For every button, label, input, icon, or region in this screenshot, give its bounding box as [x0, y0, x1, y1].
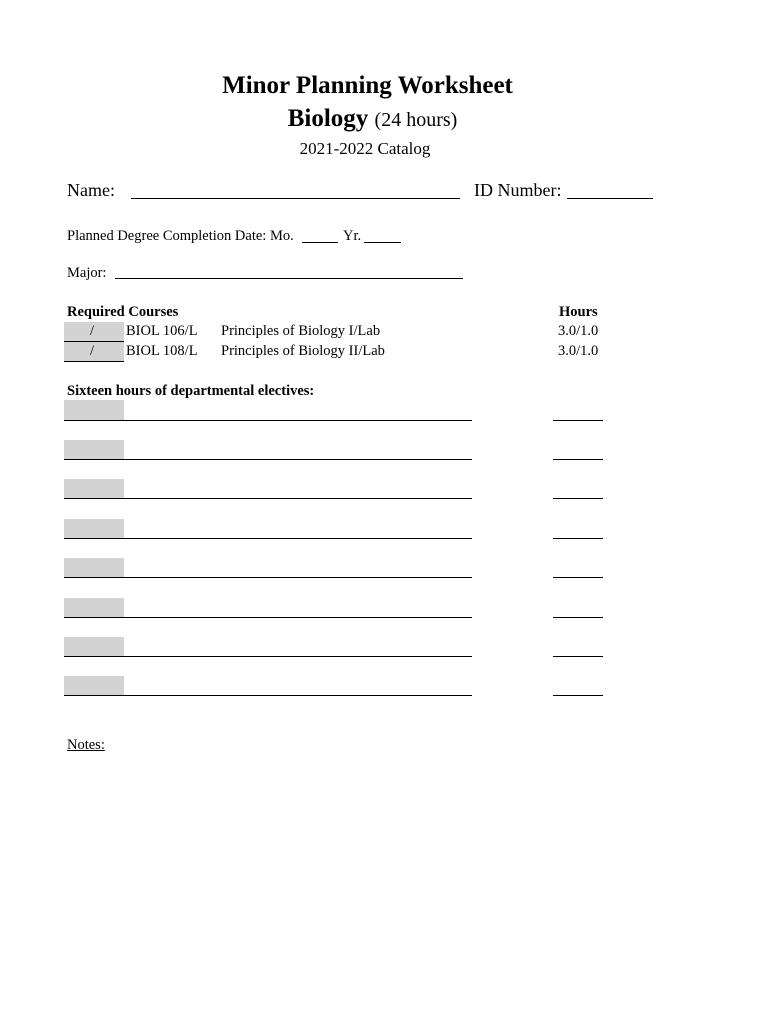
elective-term-field[interactable] — [64, 676, 124, 696]
catalog-year: 2021-2022 Catalog — [299, 139, 431, 158]
completion-year-field[interactable] — [364, 242, 401, 243]
name-label: Name: — [67, 180, 115, 200]
elective-term-field[interactable] — [64, 519, 124, 539]
id-number-label: ID Number: — [474, 180, 562, 200]
elective-course-line[interactable] — [64, 617, 472, 618]
id-number-field[interactable] — [567, 198, 653, 199]
elective-course-line[interactable] — [64, 577, 472, 578]
elective-hours-line[interactable] — [553, 498, 603, 499]
hours-note: (24 hours) — [374, 109, 458, 131]
elective-hours-line[interactable] — [553, 695, 603, 696]
elective-term-field[interactable] — [64, 479, 124, 499]
elective-course-line[interactable] — [64, 695, 472, 696]
elective-term-field[interactable] — [64, 558, 124, 578]
course-term-underline — [64, 361, 124, 362]
elective-hours-line[interactable] — [553, 459, 603, 460]
worksheet-subtitle — [0, 105, 745, 133]
elective-course-line[interactable] — [64, 420, 472, 421]
elective-course-line[interactable] — [64, 538, 472, 539]
elective-term-field[interactable] — [64, 400, 124, 420]
completion-date-label: Planned Degree Completion Date: Mo. — [67, 228, 294, 244]
course-code: BIOL 106/L — [126, 323, 198, 339]
elective-term-field[interactable] — [64, 598, 124, 618]
elective-course-line[interactable] — [64, 459, 472, 460]
course-term-slash: / — [90, 343, 95, 359]
completion-year-label: Yr. — [343, 228, 362, 244]
elective-course-line[interactable] — [64, 498, 472, 499]
course-term-slash: / — [90, 323, 95, 339]
elective-hours-line[interactable] — [553, 577, 603, 578]
required-courses-heading: Required Courses — [67, 304, 179, 320]
completion-month-field[interactable] — [302, 242, 338, 243]
electives-heading: Sixteen hours of departmental electives: — [67, 383, 315, 399]
notes-label: Notes: — [67, 737, 105, 753]
course-title: Principles of Biology II/Lab — [221, 343, 385, 359]
name-field[interactable] — [131, 198, 460, 199]
elective-term-field[interactable] — [64, 440, 124, 460]
course-title: Principles of Biology I/Lab — [221, 323, 381, 339]
elective-hours-line[interactable] — [553, 420, 603, 421]
elective-hours-line[interactable] — [553, 617, 603, 618]
elective-course-line[interactable] — [64, 656, 472, 657]
elective-hours-line[interactable] — [553, 538, 603, 539]
course-code: BIOL 108/L — [126, 343, 198, 359]
major-field[interactable] — [115, 278, 463, 279]
major-label: Major: — [67, 265, 107, 281]
subject-name: Biology — [287, 105, 369, 132]
elective-hours-line[interactable] — [553, 656, 603, 657]
hours-heading: Hours — [559, 304, 598, 320]
elective-term-field[interactable] — [64, 637, 124, 657]
worksheet-title: Minor Planning Worksheet — [222, 72, 513, 99]
course-hours: 3.0/1.0 — [558, 343, 599, 359]
course-hours: 3.0/1.0 — [558, 323, 599, 339]
